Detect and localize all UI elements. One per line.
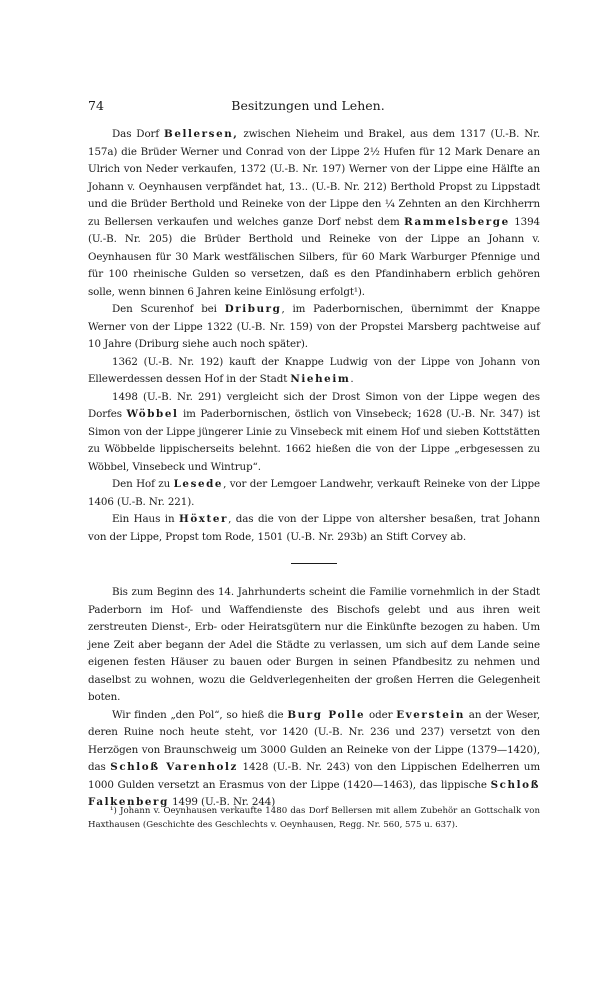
paragraph-bellersen: Das Dorf Bellersen, zwischen Nieheim und Brakel, aus dem 1317 (U.-B. Nr. 157a) die Brüder Werner und Conrad von der Lippe 2½ Hufen für 12 Mark Denare an Ulrich von Neder verkaufen, 1372 (U.-B. Nr. 197) Werner von der Lippe eine Hälfte an Johann v. Oeynhausen verpfändet hat, 13.. (U.-B. Nr. 212) Berthold Propst zu Lippstadt und die Brüder Berthold und Reineke von der Lippe den ¼ Zehnten an den Kirchherrn zu Bellersen verkaufen und welches ganze Dorf nebst dem Rammelsberge 1394 (U.-B. Nr. 205) die Brüder Berthold und Reineke von der Lippe an Johann v. Oeynhausen für 30 Mark westfälischen Silbers, für 60 Mark Warburger Pfennige und für 100 rheinische Gulden so versetzen, daß es den Pfandinhabern erblich gehören solle, wenn binnen 6 Jahren keine Einlösung erfolgt¹). xyxy=(88,128,540,298)
page-number: 74 xyxy=(88,98,104,113)
emphasized-place-name: Bellersen, xyxy=(164,128,239,140)
emphasized-place-name: Everstein xyxy=(396,708,465,721)
emphasized-place-name: Nieheim xyxy=(290,373,351,385)
page-body xyxy=(88,126,540,812)
footnote: ¹) Johann v. Oeynhausen verkaufte 1480 das Dorf Bellersen mit allem Zubehör an Gottschalk von Haxthausen (Geschichte des Geschlechts v. Oeynhausen, Regg. Nr. 560, 575 u. 637). xyxy=(88,806,540,830)
section-divider xyxy=(291,563,337,564)
paragraph-driburg: Den Scurenhof bei Driburg, im Paderbornischen, übernimmt der Knappe Werner von der Lippe 1322 (U.-B. Nr. 159) von der Propstei Marsberg pachtweise auf 10 Jahre (Driburg siehe auch noch später). xyxy=(88,303,540,350)
running-title: Besitzungen und Lehen. xyxy=(231,98,385,113)
emphasized-place-name: Schloß Falkenberg xyxy=(88,778,540,808)
emphasized-place-name: Burg Polle xyxy=(287,708,366,721)
emphasized-place-name: Driburg xyxy=(224,303,282,315)
emphasized-place-name: Höxter xyxy=(178,513,229,525)
paragraph-hoexter: Ein Haus in Höxter, das die von der Lippe von altersher besaßen, trat Johann von der Lippe, Propst tom Rode, 1501 (U.-B. Nr. 293b) an Stift Corvey ab. xyxy=(88,513,540,543)
paragraph-lesede: Den Hof zu Lesede, vor der Lemgoer Landwehr, verkauft Reineke von der Lippe 1406 (U.-B. Nr. 221). xyxy=(88,478,540,508)
paragraph-paderborn: Bis zum Beginn des 14. Jahrhunderts scheint die Familie vornehmlich in der Stadt Paderborn im Hof- und Waffendienste des Bischofs gelebt und aus ihren weit zerstreuten Dienst-, Erb- oder Heiratsgütern nur die Einkünfte bezogen zu haben. Um jene Zeit aber begann der Adel die Städte zu verlassen, um sich auf dem Lande seine eigenen festen Häuser zu bauen oder Burgen in seinen Pfandbesitz zu nehmen und daselbst zu wohnen, wozu die Geldverlegenheiten der großen Herren die Gelegenheit boten. xyxy=(88,586,540,703)
paragraph-nieheim: 1362 (U.-B. Nr. 192) kauft der Knappe Ludwig von der Lippe von Johann von Ellewerdessen dessen Hof in der Stadt Nieheim. xyxy=(88,355,540,385)
emphasized-place-name: Wöbbel xyxy=(126,408,179,420)
paragraph-woebbel: 1498 (U.-B. Nr. 291) vergleicht sich der Drost Simon von der Lippe wegen des Dorfes Wöbbel im Paderbornischen, östlich von Vinsebeck; 1628 (U.-B. Nr. 347) ist Simon von der Lippe jüngerer Linie zu Vinsebeck mit einem Hof und sieben Kottstätten zu Wöbbelde lippischerseits belehnt. 1662 hießen die von der Lippe „erbgesessen zu Wöbbel, Vinsebeck und Wintrup“. xyxy=(88,390,541,473)
paragraph-burgen: Wir finden „den Pol“, so hieß die Burg Polle oder Everstein an der Weser, deren Ruine noch heute steht, vor 1420 (U.-B. Nr. 236 und 237) versetzt von den Herzögen von Braunschweig um 3000 Gulden an Reineke von der Lippe (1379—1420), das Schloß Varenholz 1428 (U.-B. Nr. 243) von den Lippischen Edelherren um 1000 Gulden versetzt an Erasmus von der Lippe (1420—1463), das lippische Schloß Falkenberg 1499 (U.-B. Nr. 244) xyxy=(88,708,541,808)
emphasized-place-name: Rammelsberge xyxy=(404,215,510,228)
emphasized-place-name: Lesede xyxy=(173,478,224,490)
page-header xyxy=(88,98,528,116)
emphasized-place-name: Schloß Varenholz xyxy=(110,761,238,773)
